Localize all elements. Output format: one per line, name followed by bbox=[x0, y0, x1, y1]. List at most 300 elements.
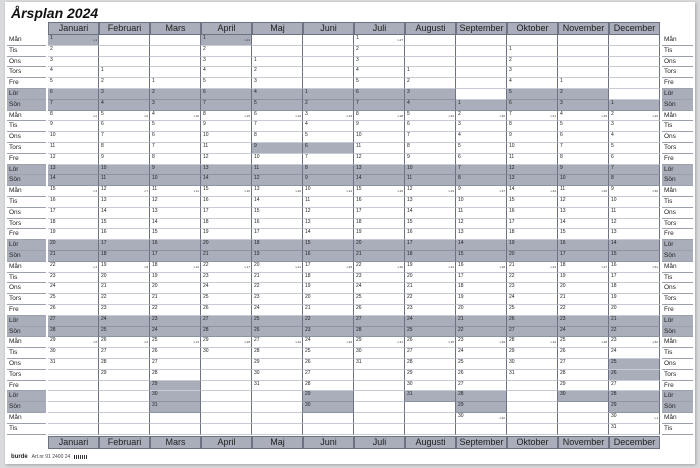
calendar-day-cell[interactable] bbox=[201, 197, 252, 208]
calendar-day-cell[interactable] bbox=[558, 197, 609, 208]
calendar-day-cell[interactable] bbox=[303, 219, 354, 230]
calendar-day-cell[interactable] bbox=[609, 111, 660, 122]
calendar-day-cell[interactable] bbox=[303, 381, 354, 392]
calendar-day-cell[interactable] bbox=[99, 327, 150, 338]
calendar-day-cell[interactable] bbox=[303, 89, 354, 100]
calendar-day-cell[interactable] bbox=[558, 78, 609, 89]
calendar-day-cell[interactable] bbox=[99, 186, 150, 197]
calendar-day-cell[interactable] bbox=[405, 100, 456, 111]
calendar-day-cell[interactable] bbox=[405, 197, 456, 208]
calendar-day-cell[interactable] bbox=[354, 251, 405, 262]
calendar-day-cell[interactable] bbox=[456, 132, 507, 143]
calendar-day-cell[interactable] bbox=[558, 348, 609, 359]
calendar-day-cell[interactable] bbox=[150, 327, 201, 338]
calendar-day-cell[interactable] bbox=[558, 370, 609, 381]
calendar-day-cell[interactable] bbox=[354, 359, 405, 370]
calendar-day-cell[interactable] bbox=[354, 165, 405, 176]
calendar-day-cell[interactable] bbox=[405, 78, 456, 89]
calendar-day-cell[interactable] bbox=[150, 283, 201, 294]
calendar-day-cell[interactable] bbox=[99, 208, 150, 219]
calendar-day-cell[interactable] bbox=[99, 154, 150, 165]
calendar-day-cell[interactable] bbox=[303, 402, 354, 413]
calendar-day-cell[interactable] bbox=[99, 316, 150, 327]
calendar-day-cell[interactable] bbox=[609, 251, 660, 262]
calendar-day-cell[interactable] bbox=[609, 154, 660, 165]
calendar-day-cell[interactable] bbox=[507, 78, 558, 89]
calendar-day-cell[interactable] bbox=[609, 391, 660, 402]
calendar-day-cell[interactable] bbox=[456, 154, 507, 165]
calendar-day-cell[interactable] bbox=[303, 337, 354, 348]
calendar-day-cell[interactable] bbox=[456, 186, 507, 197]
calendar-day-cell[interactable] bbox=[150, 154, 201, 165]
calendar-day-cell[interactable] bbox=[150, 78, 201, 89]
calendar-day-cell[interactable] bbox=[558, 143, 609, 154]
calendar-day-cell[interactable] bbox=[150, 121, 201, 132]
calendar-day-cell[interactable] bbox=[303, 100, 354, 111]
calendar-day-cell[interactable] bbox=[252, 78, 303, 89]
calendar-day-cell[interactable] bbox=[201, 283, 252, 294]
calendar-day-cell[interactable] bbox=[609, 197, 660, 208]
calendar-day-cell[interactable] bbox=[303, 208, 354, 219]
calendar-day-cell[interactable] bbox=[609, 175, 660, 186]
calendar-day-cell[interactable] bbox=[99, 251, 150, 262]
calendar-day-cell[interactable] bbox=[48, 165, 99, 176]
calendar-day-cell[interactable] bbox=[405, 370, 456, 381]
calendar-day-cell[interactable] bbox=[99, 337, 150, 348]
calendar-day-cell[interactable] bbox=[99, 197, 150, 208]
calendar-day-cell[interactable] bbox=[507, 89, 558, 100]
calendar-day-cell[interactable] bbox=[303, 305, 354, 316]
calendar-day-cell[interactable] bbox=[303, 262, 354, 273]
calendar-day-cell[interactable] bbox=[609, 327, 660, 338]
calendar-day-cell[interactable] bbox=[303, 154, 354, 165]
calendar-day-cell[interactable] bbox=[609, 283, 660, 294]
calendar-day-cell[interactable] bbox=[252, 121, 303, 132]
calendar-day-cell[interactable] bbox=[456, 251, 507, 262]
calendar-day-cell[interactable] bbox=[150, 208, 201, 219]
calendar-day-cell[interactable] bbox=[456, 283, 507, 294]
calendar-day-cell[interactable] bbox=[99, 370, 150, 381]
calendar-day-cell[interactable] bbox=[201, 132, 252, 143]
calendar-day-cell[interactable] bbox=[405, 208, 456, 219]
calendar-day-cell[interactable] bbox=[405, 154, 456, 165]
calendar-day-cell[interactable] bbox=[609, 121, 660, 132]
calendar-day-cell[interactable] bbox=[456, 100, 507, 111]
calendar-day-cell[interactable] bbox=[252, 67, 303, 78]
calendar-day-cell[interactable] bbox=[507, 57, 558, 68]
calendar-day-cell[interactable] bbox=[405, 89, 456, 100]
calendar-day-cell[interactable] bbox=[303, 370, 354, 381]
calendar-day-cell[interactable] bbox=[558, 381, 609, 392]
calendar-day-cell[interactable] bbox=[507, 240, 558, 251]
calendar-day-cell[interactable] bbox=[507, 316, 558, 327]
calendar-day-cell[interactable] bbox=[405, 273, 456, 284]
calendar-day-cell[interactable] bbox=[507, 305, 558, 316]
calendar-day-cell[interactable] bbox=[150, 143, 201, 154]
calendar-day-cell[interactable] bbox=[201, 229, 252, 240]
calendar-day-cell[interactable] bbox=[48, 154, 99, 165]
calendar-day-cell[interactable] bbox=[303, 143, 354, 154]
calendar-day-cell[interactable] bbox=[405, 186, 456, 197]
calendar-day-cell[interactable] bbox=[609, 229, 660, 240]
calendar-day-cell[interactable] bbox=[48, 327, 99, 338]
calendar-day-cell[interactable] bbox=[150, 132, 201, 143]
calendar-day-cell[interactable] bbox=[252, 273, 303, 284]
calendar-day-cell[interactable] bbox=[456, 208, 507, 219]
calendar-day-cell[interactable] bbox=[405, 381, 456, 392]
calendar-day-cell[interactable] bbox=[354, 316, 405, 327]
calendar-day-cell[interactable] bbox=[558, 305, 609, 316]
calendar-day-cell[interactable] bbox=[405, 327, 456, 338]
calendar-day-cell[interactable] bbox=[201, 57, 252, 68]
calendar-day-cell[interactable] bbox=[507, 208, 558, 219]
calendar-day-cell[interactable] bbox=[150, 337, 201, 348]
calendar-day-cell[interactable] bbox=[252, 229, 303, 240]
calendar-day-cell[interactable] bbox=[252, 262, 303, 273]
calendar-day-cell[interactable] bbox=[252, 132, 303, 143]
calendar-day-cell[interactable] bbox=[303, 186, 354, 197]
calendar-day-cell[interactable] bbox=[48, 46, 99, 57]
calendar-day-cell[interactable] bbox=[99, 359, 150, 370]
calendar-day-cell[interactable] bbox=[150, 348, 201, 359]
calendar-day-cell[interactable] bbox=[252, 208, 303, 219]
calendar-day-cell[interactable] bbox=[303, 165, 354, 176]
calendar-day-cell[interactable] bbox=[48, 100, 99, 111]
calendar-day-cell[interactable] bbox=[252, 197, 303, 208]
calendar-day-cell[interactable] bbox=[48, 262, 99, 273]
calendar-day-cell[interactable] bbox=[150, 251, 201, 262]
calendar-day-cell[interactable] bbox=[201, 316, 252, 327]
calendar-day-cell[interactable] bbox=[48, 143, 99, 154]
calendar-day-cell[interactable] bbox=[150, 175, 201, 186]
calendar-day-cell[interactable] bbox=[456, 305, 507, 316]
calendar-day-cell[interactable] bbox=[99, 175, 150, 186]
calendar-day-cell[interactable] bbox=[201, 186, 252, 197]
calendar-day-cell[interactable] bbox=[150, 294, 201, 305]
calendar-day-cell[interactable] bbox=[558, 294, 609, 305]
calendar-day-cell[interactable] bbox=[354, 154, 405, 165]
calendar-day-cell[interactable] bbox=[405, 337, 456, 348]
calendar-day-cell[interactable] bbox=[507, 46, 558, 57]
calendar-day-cell[interactable] bbox=[150, 219, 201, 230]
calendar-day-cell[interactable] bbox=[201, 240, 252, 251]
calendar-day-cell[interactable] bbox=[303, 294, 354, 305]
calendar-day-cell[interactable] bbox=[354, 262, 405, 273]
calendar-day-cell[interactable] bbox=[150, 111, 201, 122]
calendar-day-cell[interactable] bbox=[303, 283, 354, 294]
calendar-day-cell[interactable] bbox=[507, 337, 558, 348]
calendar-day-cell[interactable] bbox=[609, 337, 660, 348]
calendar-day-cell[interactable] bbox=[456, 240, 507, 251]
calendar-day-cell[interactable] bbox=[201, 262, 252, 273]
calendar-day-cell[interactable] bbox=[201, 165, 252, 176]
calendar-day-cell[interactable] bbox=[150, 402, 201, 413]
calendar-day-cell[interactable] bbox=[99, 100, 150, 111]
calendar-day-cell[interactable] bbox=[303, 251, 354, 262]
calendar-day-cell[interactable] bbox=[354, 348, 405, 359]
calendar-day-cell[interactable] bbox=[507, 359, 558, 370]
calendar-day-cell[interactable] bbox=[252, 327, 303, 338]
calendar-day-cell[interactable] bbox=[150, 273, 201, 284]
calendar-day-cell[interactable] bbox=[558, 240, 609, 251]
calendar-day-cell[interactable] bbox=[99, 143, 150, 154]
calendar-day-cell[interactable] bbox=[558, 359, 609, 370]
calendar-day-cell[interactable] bbox=[201, 251, 252, 262]
calendar-day-cell[interactable] bbox=[405, 121, 456, 132]
calendar-day-cell[interactable] bbox=[354, 208, 405, 219]
calendar-day-cell[interactable] bbox=[303, 359, 354, 370]
calendar-day-cell[interactable] bbox=[456, 391, 507, 402]
calendar-day-cell[interactable] bbox=[405, 262, 456, 273]
calendar-day-cell[interactable] bbox=[456, 327, 507, 338]
calendar-day-cell[interactable] bbox=[405, 67, 456, 78]
calendar-day-cell[interactable] bbox=[456, 121, 507, 132]
calendar-day-cell[interactable] bbox=[507, 219, 558, 230]
calendar-day-cell[interactable] bbox=[558, 165, 609, 176]
calendar-day-cell[interactable] bbox=[201, 219, 252, 230]
calendar-day-cell[interactable] bbox=[405, 391, 456, 402]
calendar-day-cell[interactable] bbox=[354, 35, 405, 46]
calendar-day-cell[interactable] bbox=[507, 348, 558, 359]
calendar-day-cell[interactable] bbox=[558, 327, 609, 338]
calendar-day-cell[interactable] bbox=[99, 273, 150, 284]
calendar-day-cell[interactable] bbox=[201, 67, 252, 78]
calendar-day-cell[interactable] bbox=[609, 294, 660, 305]
calendar-day-cell[interactable] bbox=[201, 35, 252, 46]
calendar-day-cell[interactable] bbox=[303, 273, 354, 284]
calendar-day-cell[interactable] bbox=[558, 251, 609, 262]
calendar-day-cell[interactable] bbox=[252, 100, 303, 111]
calendar-day-cell[interactable] bbox=[48, 316, 99, 327]
calendar-day-cell[interactable] bbox=[456, 294, 507, 305]
calendar-day-cell[interactable] bbox=[558, 316, 609, 327]
calendar-day-cell[interactable] bbox=[48, 240, 99, 251]
calendar-day-cell[interactable] bbox=[150, 100, 201, 111]
calendar-day-cell[interactable] bbox=[354, 78, 405, 89]
calendar-day-cell[interactable] bbox=[354, 327, 405, 338]
calendar-day-cell[interactable] bbox=[99, 229, 150, 240]
calendar-day-cell[interactable] bbox=[609, 305, 660, 316]
calendar-day-cell[interactable] bbox=[99, 294, 150, 305]
calendar-day-cell[interactable] bbox=[507, 186, 558, 197]
calendar-day-cell[interactable] bbox=[48, 305, 99, 316]
calendar-day-cell[interactable] bbox=[201, 273, 252, 284]
calendar-day-cell[interactable] bbox=[507, 273, 558, 284]
calendar-day-cell[interactable] bbox=[201, 100, 252, 111]
calendar-day-cell[interactable] bbox=[354, 197, 405, 208]
calendar-day-cell[interactable] bbox=[48, 294, 99, 305]
calendar-day-cell[interactable] bbox=[354, 273, 405, 284]
calendar-day-cell[interactable] bbox=[150, 186, 201, 197]
calendar-day-cell[interactable] bbox=[201, 121, 252, 132]
calendar-day-cell[interactable] bbox=[507, 111, 558, 122]
calendar-day-cell[interactable] bbox=[150, 381, 201, 392]
calendar-day-cell[interactable] bbox=[303, 111, 354, 122]
calendar-day-cell[interactable] bbox=[201, 175, 252, 186]
calendar-day-cell[interactable] bbox=[507, 251, 558, 262]
calendar-day-cell[interactable] bbox=[558, 154, 609, 165]
calendar-day-cell[interactable] bbox=[507, 154, 558, 165]
calendar-day-cell[interactable] bbox=[252, 111, 303, 122]
calendar-day-cell[interactable] bbox=[99, 240, 150, 251]
calendar-day-cell[interactable] bbox=[507, 283, 558, 294]
calendar-day-cell[interactable] bbox=[303, 327, 354, 338]
calendar-day-cell[interactable] bbox=[405, 240, 456, 251]
calendar-day-cell[interactable] bbox=[507, 132, 558, 143]
calendar-day-cell[interactable] bbox=[201, 46, 252, 57]
calendar-day-cell[interactable] bbox=[99, 111, 150, 122]
calendar-day-cell[interactable] bbox=[201, 78, 252, 89]
calendar-day-cell[interactable] bbox=[609, 273, 660, 284]
calendar-day-cell[interactable] bbox=[354, 111, 405, 122]
calendar-day-cell[interactable] bbox=[456, 348, 507, 359]
calendar-day-cell[interactable] bbox=[558, 283, 609, 294]
calendar-day-cell[interactable] bbox=[252, 219, 303, 230]
calendar-day-cell[interactable] bbox=[99, 348, 150, 359]
calendar-day-cell[interactable] bbox=[48, 111, 99, 122]
calendar-day-cell[interactable] bbox=[354, 186, 405, 197]
calendar-day-cell[interactable] bbox=[558, 229, 609, 240]
calendar-day-cell[interactable] bbox=[609, 424, 660, 435]
calendar-day-cell[interactable] bbox=[609, 262, 660, 273]
calendar-day-cell[interactable] bbox=[48, 121, 99, 132]
calendar-day-cell[interactable] bbox=[507, 229, 558, 240]
calendar-day-cell[interactable] bbox=[354, 305, 405, 316]
calendar-day-cell[interactable] bbox=[456, 219, 507, 230]
calendar-day-cell[interactable] bbox=[456, 337, 507, 348]
calendar-day-cell[interactable] bbox=[252, 57, 303, 68]
calendar-day-cell[interactable] bbox=[354, 283, 405, 294]
calendar-day-cell[interactable] bbox=[609, 316, 660, 327]
calendar-day-cell[interactable] bbox=[405, 132, 456, 143]
calendar-day-cell[interactable] bbox=[609, 240, 660, 251]
calendar-day-cell[interactable] bbox=[99, 78, 150, 89]
calendar-day-cell[interactable] bbox=[354, 240, 405, 251]
calendar-day-cell[interactable] bbox=[48, 273, 99, 284]
calendar-day-cell[interactable] bbox=[48, 35, 99, 46]
calendar-day-cell[interactable] bbox=[456, 316, 507, 327]
calendar-day-cell[interactable] bbox=[48, 359, 99, 370]
calendar-day-cell[interactable] bbox=[252, 370, 303, 381]
calendar-day-cell[interactable] bbox=[558, 208, 609, 219]
calendar-day-cell[interactable] bbox=[252, 283, 303, 294]
calendar-day-cell[interactable] bbox=[609, 370, 660, 381]
calendar-day-cell[interactable] bbox=[99, 305, 150, 316]
calendar-day-cell[interactable] bbox=[252, 359, 303, 370]
calendar-day-cell[interactable] bbox=[609, 165, 660, 176]
calendar-day-cell[interactable] bbox=[609, 402, 660, 413]
calendar-day-cell[interactable] bbox=[48, 78, 99, 89]
calendar-day-cell[interactable] bbox=[252, 89, 303, 100]
calendar-day-cell[interactable] bbox=[48, 219, 99, 230]
calendar-day-cell[interactable] bbox=[558, 219, 609, 230]
calendar-day-cell[interactable] bbox=[252, 348, 303, 359]
calendar-day-cell[interactable] bbox=[507, 370, 558, 381]
calendar-day-cell[interactable] bbox=[99, 121, 150, 132]
calendar-day-cell[interactable] bbox=[150, 240, 201, 251]
calendar-day-cell[interactable] bbox=[150, 262, 201, 273]
calendar-day-cell[interactable] bbox=[456, 359, 507, 370]
calendar-day-cell[interactable] bbox=[252, 143, 303, 154]
calendar-day-cell[interactable] bbox=[48, 348, 99, 359]
calendar-day-cell[interactable] bbox=[405, 111, 456, 122]
calendar-day-cell[interactable] bbox=[303, 197, 354, 208]
calendar-day-cell[interactable] bbox=[405, 283, 456, 294]
calendar-day-cell[interactable] bbox=[354, 100, 405, 111]
calendar-day-cell[interactable] bbox=[150, 89, 201, 100]
calendar-day-cell[interactable] bbox=[201, 348, 252, 359]
calendar-day-cell[interactable] bbox=[456, 111, 507, 122]
calendar-day-cell[interactable] bbox=[456, 402, 507, 413]
calendar-day-cell[interactable] bbox=[405, 165, 456, 176]
calendar-day-cell[interactable] bbox=[507, 121, 558, 132]
calendar-day-cell[interactable] bbox=[456, 143, 507, 154]
calendar-day-cell[interactable] bbox=[609, 348, 660, 359]
calendar-day-cell[interactable] bbox=[150, 229, 201, 240]
calendar-day-cell[interactable] bbox=[150, 197, 201, 208]
calendar-day-cell[interactable] bbox=[558, 391, 609, 402]
calendar-day-cell[interactable] bbox=[354, 219, 405, 230]
calendar-day-cell[interactable] bbox=[405, 348, 456, 359]
calendar-day-cell[interactable] bbox=[507, 327, 558, 338]
calendar-day-cell[interactable] bbox=[252, 294, 303, 305]
calendar-day-cell[interactable] bbox=[609, 132, 660, 143]
calendar-day-cell[interactable] bbox=[354, 89, 405, 100]
calendar-day-cell[interactable] bbox=[48, 208, 99, 219]
calendar-day-cell[interactable] bbox=[558, 175, 609, 186]
calendar-day-cell[interactable] bbox=[558, 186, 609, 197]
calendar-day-cell[interactable] bbox=[303, 175, 354, 186]
calendar-day-cell[interactable] bbox=[507, 143, 558, 154]
calendar-day-cell[interactable] bbox=[405, 305, 456, 316]
calendar-day-cell[interactable] bbox=[303, 240, 354, 251]
calendar-day-cell[interactable] bbox=[201, 337, 252, 348]
calendar-day-cell[interactable] bbox=[48, 67, 99, 78]
calendar-day-cell[interactable] bbox=[99, 165, 150, 176]
calendar-day-cell[interactable] bbox=[354, 143, 405, 154]
calendar-day-cell[interactable] bbox=[405, 143, 456, 154]
calendar-day-cell[interactable] bbox=[99, 283, 150, 294]
calendar-day-cell[interactable] bbox=[507, 67, 558, 78]
calendar-day-cell[interactable] bbox=[252, 154, 303, 165]
calendar-day-cell[interactable] bbox=[609, 359, 660, 370]
calendar-day-cell[interactable] bbox=[99, 262, 150, 273]
calendar-day-cell[interactable] bbox=[201, 154, 252, 165]
calendar-day-cell[interactable] bbox=[354, 175, 405, 186]
calendar-day-cell[interactable] bbox=[150, 359, 201, 370]
calendar-day-cell[interactable] bbox=[252, 316, 303, 327]
calendar-day-cell[interactable] bbox=[558, 273, 609, 284]
calendar-day-cell[interactable] bbox=[456, 175, 507, 186]
calendar-day-cell[interactable] bbox=[201, 89, 252, 100]
calendar-day-cell[interactable] bbox=[405, 359, 456, 370]
calendar-day-cell[interactable] bbox=[252, 240, 303, 251]
calendar-day-cell[interactable] bbox=[252, 305, 303, 316]
calendar-day-cell[interactable] bbox=[201, 327, 252, 338]
calendar-day-cell[interactable] bbox=[303, 348, 354, 359]
calendar-day-cell[interactable] bbox=[609, 186, 660, 197]
calendar-day-cell[interactable] bbox=[354, 67, 405, 78]
calendar-day-cell[interactable] bbox=[252, 165, 303, 176]
calendar-day-cell[interactable] bbox=[201, 111, 252, 122]
calendar-day-cell[interactable] bbox=[405, 219, 456, 230]
calendar-day-cell[interactable] bbox=[456, 273, 507, 284]
calendar-day-cell[interactable] bbox=[558, 262, 609, 273]
calendar-day-cell[interactable] bbox=[354, 337, 405, 348]
calendar-day-cell[interactable] bbox=[150, 370, 201, 381]
calendar-day-cell[interactable] bbox=[405, 251, 456, 262]
calendar-day-cell[interactable] bbox=[303, 229, 354, 240]
